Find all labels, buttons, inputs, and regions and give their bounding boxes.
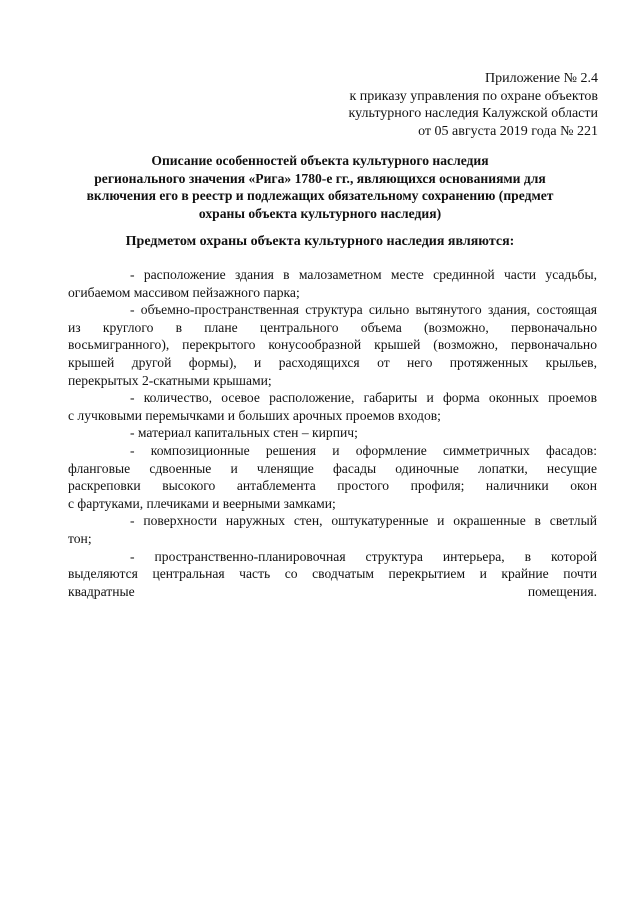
item-line: огибаемом массивом пейзажного парка; <box>68 284 300 300</box>
item-line: - объемно-пространственная структура сильно вытянутого здания, состоящая <box>130 302 597 318</box>
item-line: фланговые сдвоенные и членящие фасады одиночные лопатки, несущие <box>68 460 597 476</box>
document-title <box>60 152 580 222</box>
appendix-date-line: от 05 августа 2019 года № 221 <box>418 123 598 139</box>
item-line: - расположение здания в малозаметном месте срединной части усадьбы, <box>130 267 597 282</box>
item-line: раскреповки высокого антаблемента простого профиля; наличники окон <box>68 478 597 494</box>
item-line: - материал капитальных стен – кирпич; <box>130 425 358 441</box>
title-line: Описание особенностей объекта культурного наследия <box>151 153 489 168</box>
title-line: охраны объекта культурного наследия) <box>198 205 442 221</box>
item-line: перекрытых 2-скатными крышами; <box>68 372 272 388</box>
list-item <box>68 301 597 389</box>
appendix-header <box>298 70 598 140</box>
item-line: выделяются центральная часть со сводчатым перекрытием и крайние почти <box>68 566 597 582</box>
appendix-number: Приложение № 2.4 <box>485 71 598 86</box>
list-item <box>68 512 597 547</box>
item-line: квадратные помещения. <box>68 583 597 599</box>
item-line: крышей другой формы), и расходящихся от него протяженных крыльев, <box>68 354 597 370</box>
protection-items-list <box>68 266 597 600</box>
list-item <box>68 266 597 301</box>
item-line: восьмигранного), перекрытого конусообразной крышей (возможно, первоначально <box>68 337 597 353</box>
item-line: тон; <box>68 530 92 546</box>
item-line: - поверхности наружных стен, оштукатуренные и окрашенные в светлый <box>130 513 597 529</box>
appendix-order-line: к приказу управления по охране объектов <box>349 88 598 104</box>
section-heading: Предметом охраны объекта культурного наследия являются: <box>125 234 515 249</box>
appendix-authority-line: культурного наследия Калужской области <box>348 106 598 121</box>
list-item <box>68 442 597 512</box>
item-line: с лучковыми перемычками и больших арочных проемов входов; <box>68 407 441 423</box>
title-line: регионального значения «Рига» 1780-е гг., являющихся основаниями для <box>94 170 546 186</box>
item-line: с фартуками, плечиками и веерными замками; <box>68 495 336 511</box>
list-item <box>68 424 597 442</box>
title-line: включения его в реестр и подлежащих обязательному сохранению (предмет <box>86 188 554 203</box>
item-line: - композиционные решения и оформление симметричных фасадов: <box>130 442 597 458</box>
list-item <box>68 548 597 601</box>
item-line: - количество, осевое расположение, габариты и форма оконных проемов <box>130 390 597 406</box>
list-item <box>68 389 597 424</box>
item-line: из круглого в плане центрального объема (возможно, первоначально <box>68 319 597 335</box>
item-line: - пространственно-планировочная структура интерьера, в которой <box>130 548 597 564</box>
